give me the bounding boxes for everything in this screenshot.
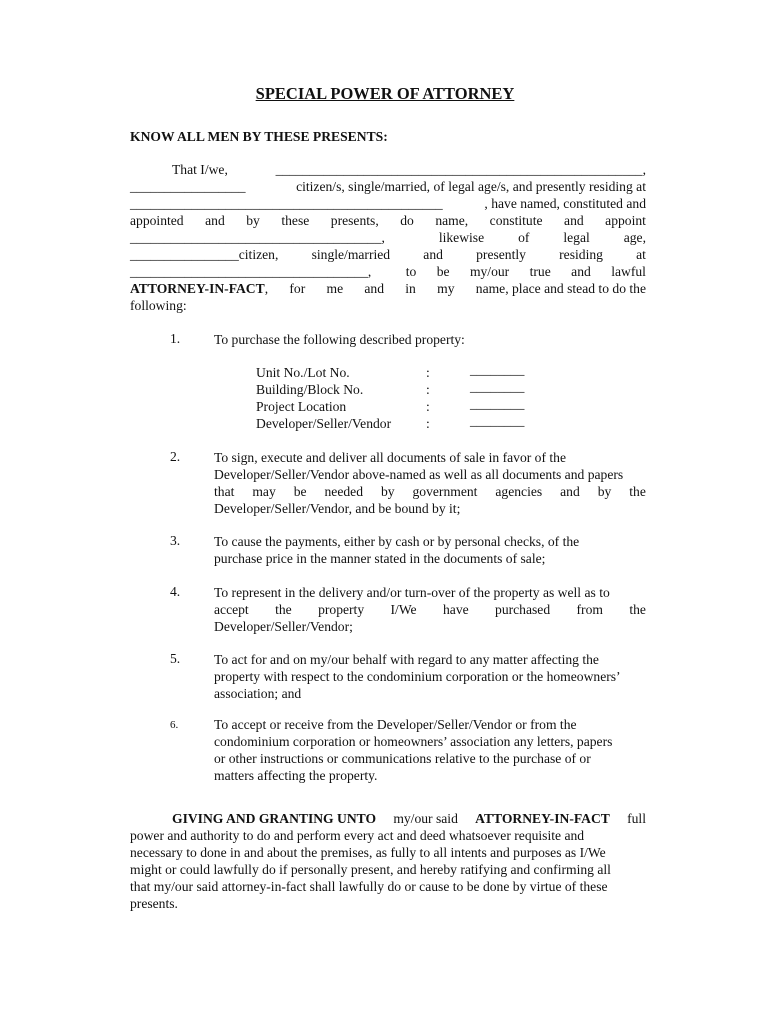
property-label: Developer/Seller/Vendor — [256, 416, 392, 431]
property-label: Project Location — [256, 399, 347, 414]
intro-line-2: _________________ citizen/s, single/married, of legal age/s, and presently residing at — [130, 179, 646, 194]
property-blank: ________ — [470, 379, 525, 394]
item-6-text: To accept or receive from the Developer/Seller/Vendor or from the condominium corporation or homeowners’ association any letters, papers or other instructions or communications relative to the purchase of or matters affecting the property. — [214, 717, 613, 783]
heading-know-all-men: KNOW ALL MEN BY THESE PRESENTS: — [130, 129, 388, 144]
item-number-1: 1. — [170, 331, 181, 346]
property-blank: ________ — [470, 396, 525, 411]
intro-line-9: following: — [130, 298, 187, 313]
item-number-4: 4. — [170, 584, 181, 599]
intro-line-1: That I/we, ______________________________________________________, — [172, 162, 646, 177]
property-blank: ________ — [470, 362, 525, 377]
giving-granting-label: GIVING AND GRANTING UNTO — [172, 811, 377, 826]
intro-line-5: _____________________________________, likewise of legal age, — [130, 230, 646, 245]
item-1-text: To purchase the following described property: — [214, 332, 465, 347]
property-label: Unit No./Lot No. — [256, 365, 350, 380]
item-3-text: To cause the payments, either by cash or by personal checks, of the purchase price in the manner stated in the documents of sale; — [214, 534, 580, 566]
intro-line-6: ________________citizen, single/married and presently residing at — [130, 247, 646, 262]
intro-line-8: ATTORNEY-IN-FACT, for me and in my name, place and stead to do the — [130, 281, 646, 296]
item-5-text: To act for and on my/our behalf with regard to any matter affecting the property with respect to the condominium corporation or the homeowners’ association; and — [214, 652, 621, 701]
property-label: Building/Block No. — [256, 382, 364, 397]
item-4-text: To represent in the delivery and/or turn-over of the property as well as to accept the property I/We have purchased from the Developer/Seller/Vendor; — [214, 585, 646, 634]
attorney-in-fact-label: ATTORNEY-IN-FACT — [475, 811, 610, 826]
item-number-5: 5. — [170, 651, 181, 666]
item-number-3: 3. — [170, 533, 181, 548]
item-2-text: To sign, execute and deliver all documents of sale in favor of the Developer/Seller/Vendor above-named as well as all documents and papers that may be needed by government agencies and by the Developer/Seller/Vendor, and be bound by it; — [214, 450, 646, 516]
intro-line-3: ______________________________________________ , have named, constituted and — [130, 196, 646, 211]
document-title: SPECIAL POWER OF ATTORNEY — [255, 84, 515, 103]
attorney-in-fact-label: ATTORNEY-IN-FACT — [130, 281, 265, 296]
item-number-6: 6. — [170, 719, 179, 731]
closing-paragraph: power and authority to do and perform every act and deed whatsoever requisite and necessary to done in and about the premises, as fully to all intents and purposes as I/We might or could lawfully do if personally present, and hereby ratifying and confirming all that my/our said attorney-in-fact shall lawfully do or cause to be done by virtue of these presents. — [130, 828, 611, 911]
intro-line-4: appointed and by these presents, do name, constitute and appoint — [130, 213, 646, 228]
closing-line-1: GIVING AND GRANTING UNTO my/our said ATTORNEY-IN-FACT full — [172, 811, 646, 826]
document-page: SPECIAL POWER OF ATTORNEY KNOW ALL MEN BY THESE PRESENTS: That I/we, ______________________________________________________, _________________ citizen/s, single/married, of legal age/s, and presently residing at ______________________________________________ , have named, constituted and appointed and by these presents, do name, constitute and appoint _____________________________________, likewise of legal age, ________________citizen, single/married and presently residing at ___________________________________, to be my/our true and lawful ATTORNEY-IN-FACT, for me and in my name, place and stead to do the following: 1. To purchase the following described property: Unit No./Lot No. : ________ Building/Block No. : ________ Project Location : ________ Developer/Seller/Vendor : ________ 2. To sign, execute and deliver all documents of sale in favor of the Developer/Seller/Vendor above-named as well as all documents and papers that may be needed by government agencies and by the Developer/Seller/Vendor, and be bound by it; 3. To cause the payments, either by cash or by personal checks, of the purchase price in the manner stated in the documents of sale; 4. To represent in the delivery and/or turn-over of the property as well as to accept the property I/We have purchased from the Developer/Seller/Vendor; 5. To act for and on my/our behalf with regard to any matter affecting the property with respect to the condominium corporation or the homeowners’ association; and 6. To accept or receive from the Developer/Seller/Vendor or from the condominium corporation or homeowners’ association any letters, papers or other instructions or communications relative to the purchase of or matters affecting the property. GIVING AND GRANTING UNTO my/our said ATTORNEY-IN-FACT full power and authority to do and perform every act and deed whatsoever requisite and necessary to done in and about the premises, as fully to all intents and purposes as I/We might or could lawfully do if personally present, and hereby ratifying and confirming all that my/our said attorney-in-fact shall lawfully do or cause to be done by virtue of these presents. — [0, 0, 770, 1024]
intro-line-7: ___________________________________, to be my/our true and lawful — [130, 264, 646, 279]
property-blank: ________ — [470, 413, 525, 428]
item-number-2: 2. — [170, 449, 181, 464]
